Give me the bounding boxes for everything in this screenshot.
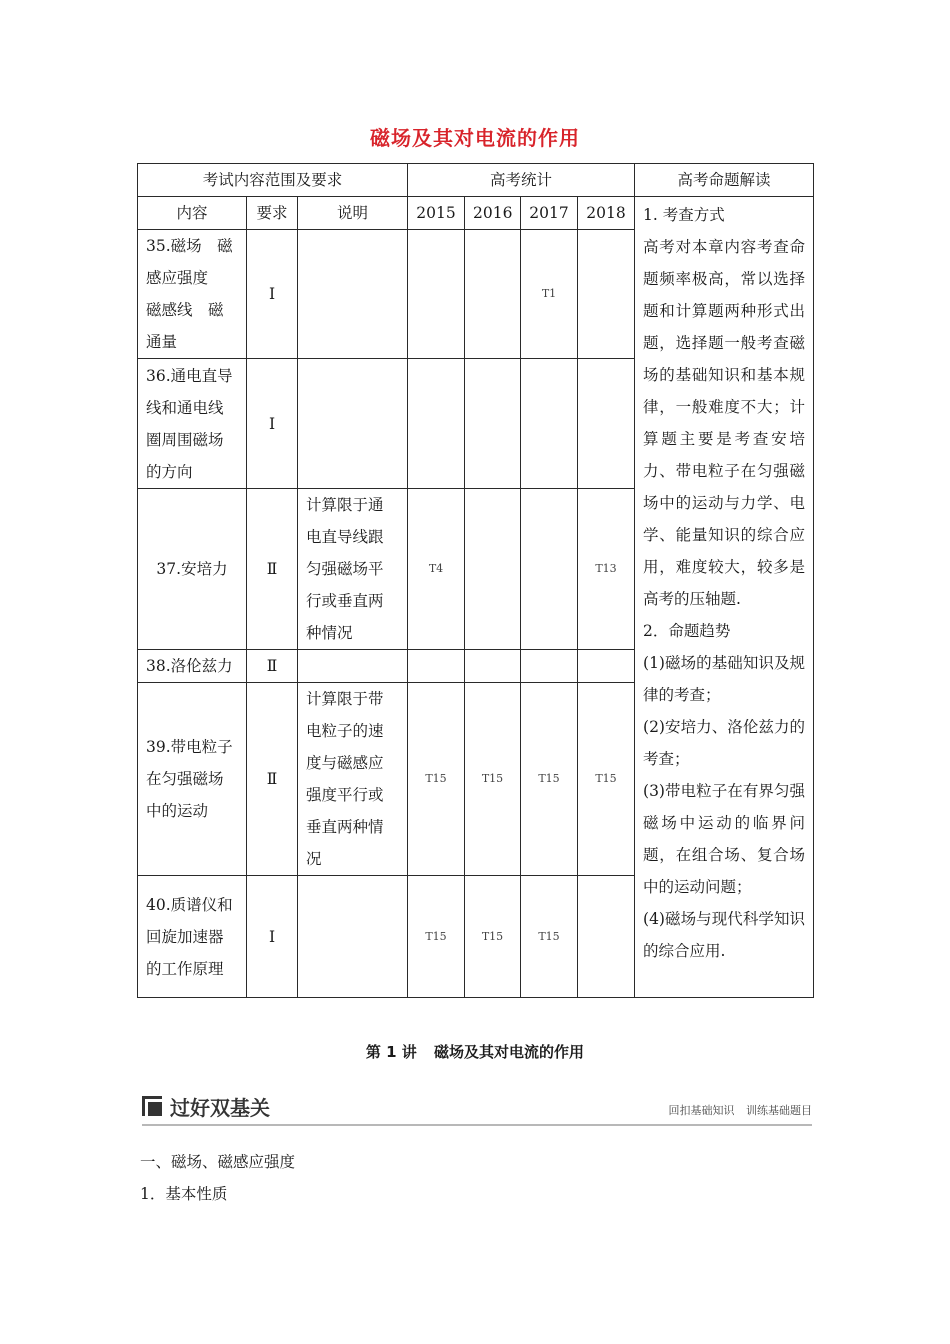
mark-cell: T4 [408, 489, 465, 650]
content-cell: 37.安培力 [138, 489, 247, 650]
content-cell: 39.带电粒子 在匀强磁场 中的运动 [138, 683, 247, 876]
mark-cell [465, 230, 521, 359]
square-bracket-icon [142, 1096, 162, 1116]
mark-cell: T15 [465, 683, 521, 876]
mark-cell: T13 [578, 489, 635, 650]
banner-title: 过好双基关 [170, 1096, 270, 1120]
mark-cell: T1 [521, 230, 578, 359]
header-scope: 考试内容范围及要求 [138, 164, 408, 197]
header-year: 2015 [408, 197, 465, 230]
mark-cell: T15 [521, 683, 578, 876]
note-cell [298, 876, 408, 998]
mark-cell [408, 230, 465, 359]
requirement-cell: Ⅰ [247, 230, 298, 359]
note-cell: 计算限于带 电粒子的速 度与磁感应 强度平行或 垂直两种情 况 [298, 683, 408, 876]
subsection-heading: 1．基本性质 [140, 1185, 228, 1203]
header-requirement: 要求 [247, 197, 298, 230]
note-cell [298, 230, 408, 359]
mark-cell [465, 489, 521, 650]
analysis-line: (3)带电粒子在有界匀强磁场中运动的临界问题，在组合场、复合场中的运动问题； [643, 782, 806, 896]
lecture-number: 第 1 讲 [365, 1043, 417, 1061]
analysis-line: (2)安培力、洛伦兹力的考查； [643, 718, 806, 768]
lecture-heading [0, 1041, 950, 1062]
requirement-cell: Ⅱ [247, 683, 298, 876]
mark-cell [521, 359, 578, 489]
analysis-line: (1)磁场的基础知识及规律的考查； [643, 654, 806, 704]
requirement-cell: Ⅰ [247, 876, 298, 998]
requirement-cell: Ⅰ [247, 359, 298, 489]
mark-cell: T15 [408, 683, 465, 876]
requirement-cell: Ⅱ [247, 650, 298, 683]
mark-cell [521, 650, 578, 683]
analysis-line: 1. 考查方式 [643, 206, 725, 224]
analysis-line: 2．命题趋势 [643, 622, 731, 640]
mark-cell: T15 [465, 876, 521, 998]
note-cell [298, 359, 408, 489]
content-cell: 35.磁场 磁 感应强度 磁感线 磁 通量 [138, 230, 247, 359]
mark-cell [465, 359, 521, 489]
analysis-line: (4)磁场与现代科学知识的综合应用. [643, 910, 806, 960]
mark-cell [408, 359, 465, 489]
mark-cell [408, 650, 465, 683]
header-row-2 [138, 197, 814, 230]
header-year: 2018 [578, 197, 635, 230]
note-cell: 计算限于通 电直导线跟 匀强磁场平 行或垂直两 种情况 [298, 489, 408, 650]
header-row-1 [138, 164, 814, 197]
mark-cell [578, 650, 635, 683]
mark-cell [578, 230, 635, 359]
requirement-cell: Ⅱ [247, 489, 298, 650]
header-year: 2016 [465, 197, 521, 230]
mark-cell [578, 876, 635, 998]
section-banner [142, 1094, 812, 1126]
header-analysis: 高考命题解读 [635, 164, 814, 197]
banner-subtitle: 回扣基础知识 训练基础题目 [668, 1104, 812, 1117]
content-cell: 40.质谱仪和 回旋加速器 的工作原理 [138, 876, 247, 998]
mark-cell: T15 [408, 876, 465, 998]
mark-cell [521, 489, 578, 650]
mark-cell [465, 650, 521, 683]
header-content: 内容 [138, 197, 247, 230]
header-year: 2017 [521, 197, 578, 230]
content-cell: 36.通电直导 线和通电线 圈周围磁场 的方向 [138, 359, 247, 489]
mark-cell: T15 [578, 683, 635, 876]
analysis-line: 高考对本章内容考查命题频率极高，常以选择题和计算题两种形式出题，选择题一般考查磁场的基础知识和基本规律，一般难度不大；计算题主要是考查安培力、带电粒子在匀强磁场中的运动与力学、电学、能量知识的综合应用，难度较大，较多是高考的压轴题. [643, 238, 806, 608]
mark-cell [578, 359, 635, 489]
page-title: 磁场及其对电流的作用 [370, 126, 580, 150]
header-stats: 高考统计 [408, 164, 635, 197]
note-cell [298, 650, 408, 683]
analysis-cell [635, 197, 814, 998]
header-note: 说明 [298, 197, 408, 230]
mark-cell: T15 [521, 876, 578, 998]
content-cell: 38.洛伦兹力 [138, 650, 247, 683]
lecture-title: 磁场及其对电流的作用 [434, 1043, 585, 1061]
exam-overview-table [137, 163, 814, 998]
section-heading: 一、磁场、磁感应强度 [140, 1153, 296, 1171]
